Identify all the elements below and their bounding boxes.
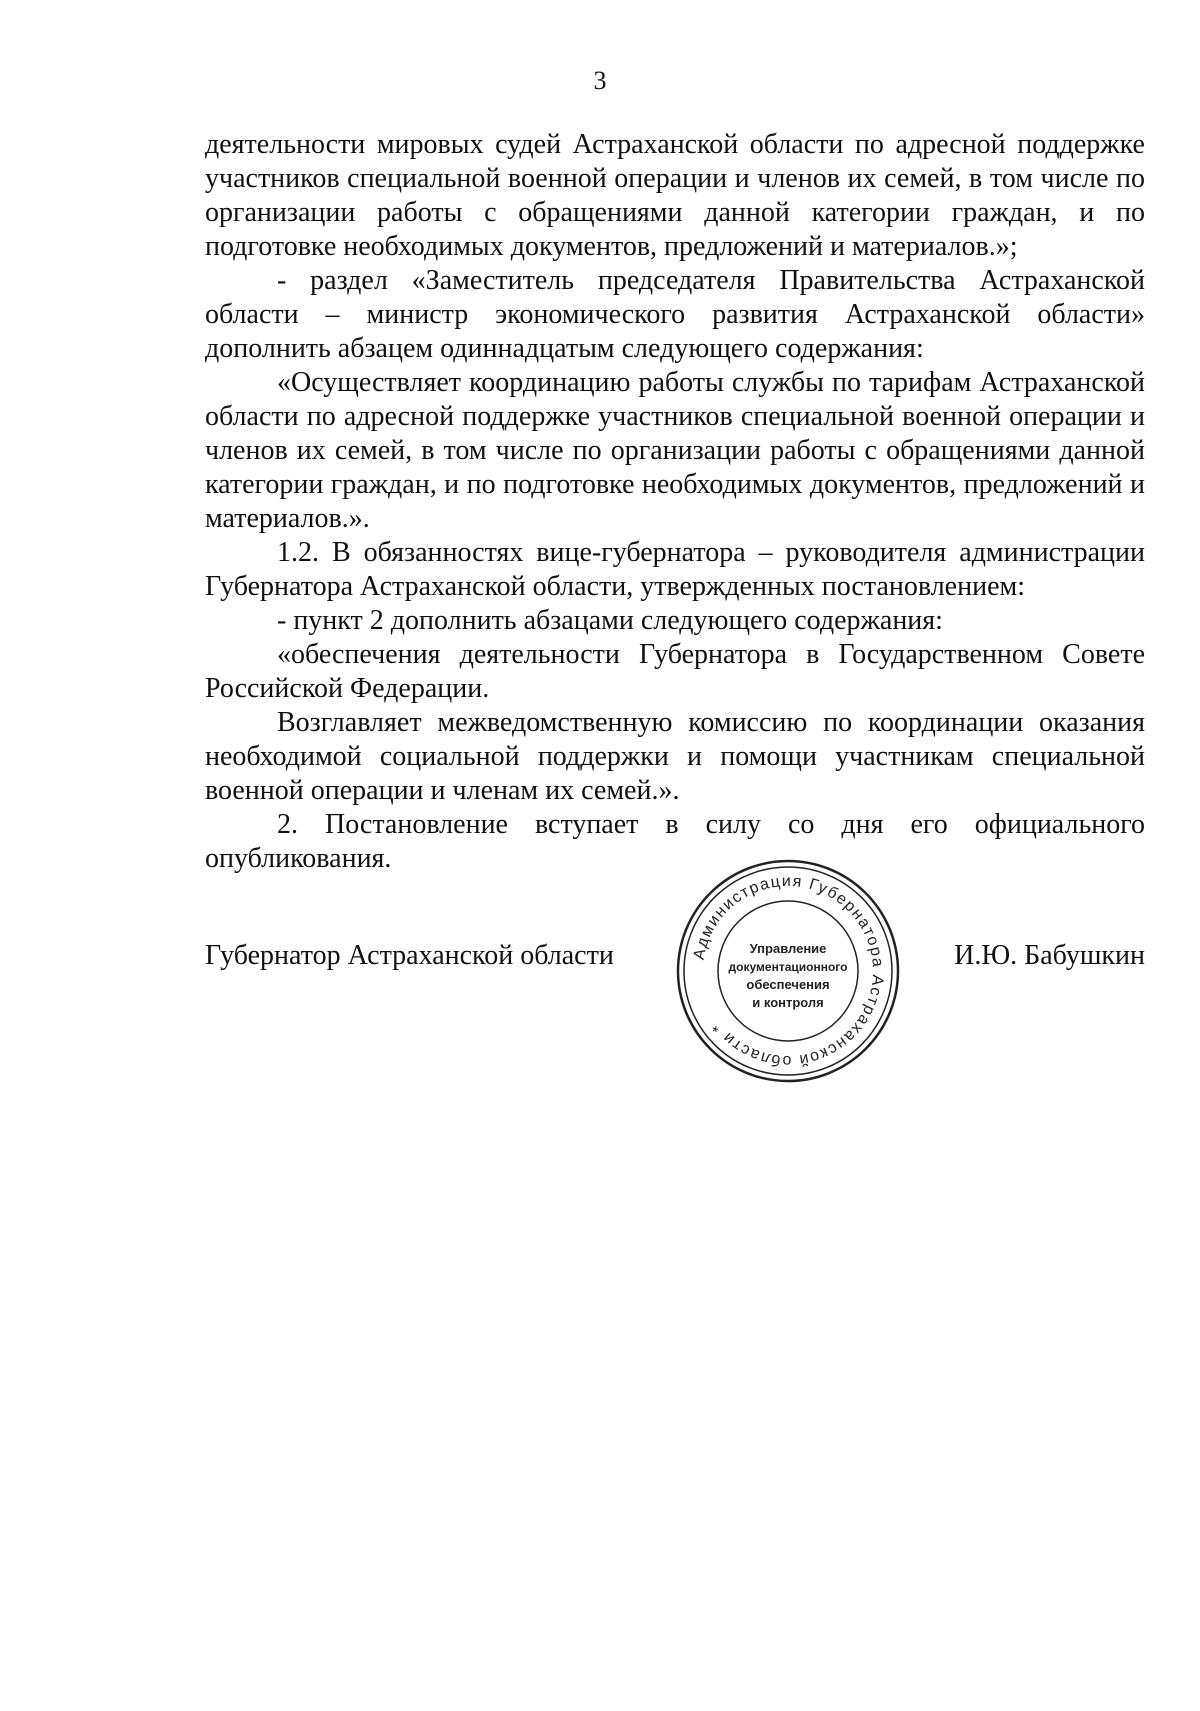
seal-center-line: Управление [749, 941, 827, 956]
paragraph: деятельности мировых судей Астраханской области по адресной поддержке участников специальной военной операции и членов их семей, в том числе по организации работы с обращениями данной категории граждан, и по подготовке необходимых документов, предложений и материалов.»; [205, 129, 1145, 262]
paragraph: 2. Постановление вступает в силу со дня его официального опубликования. [205, 809, 1145, 874]
signatory-position: Губернатор Астраханской области [205, 940, 614, 971]
paragraph: - пункт 2 дополнить абзацами следующего содержания: [277, 605, 943, 636]
paragraph: «Осуществляет координацию работы службы по тарифам Астраханской области по адресной поддержке участников специальной военной операции и членов их семей, в том числе по организации работы с обращениями данной категории граждан, и по подготовке необходимых документов, предложений и материалов.». [205, 367, 1145, 534]
seal-center-line: документационного [728, 960, 848, 974]
paragraph: 1.2. В обязанностях вице-губернатора – руководителя администрации Губернатора Астраханской области, утвержденных постановлением: [205, 537, 1145, 602]
seal-ring-text: Администрация Губернатора Астраханской области * [690, 872, 887, 1070]
paragraph: Возглавляет межведомственную комиссию по координации оказания необходимой социальной поддержки и помощи участникам специальной военной операции и членам их семей.». [205, 707, 1145, 806]
signatory-name: И.Ю. Бабушкин [954, 940, 1145, 971]
seal-center-line: обеспечения [746, 977, 830, 992]
seal-graphic [675, 858, 901, 1084]
paragraph: «обеспечения деятельности Губернатора в Государственном Совете Российской Федерации. [205, 639, 1145, 704]
paragraph: - раздел «Заместитель председателя Правительства Астраханской области – министр экономического развития Астраханской области» дополнить абзацем одиннадцатым следующего содержания: [205, 265, 1145, 364]
document-body [205, 128, 1145, 876]
seal-center-line: и контроля [752, 995, 824, 1010]
page-number: 3 [593, 66, 607, 95]
official-seal [675, 858, 901, 1084]
